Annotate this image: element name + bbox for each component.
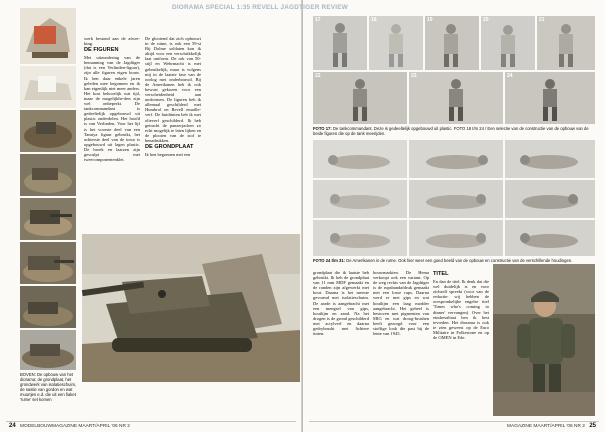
- text-column-1: [84, 36, 140, 232]
- photo-figure-17: [313, 16, 367, 70]
- photo-figure-22: [313, 72, 407, 124]
- caption-top-text: De tankcommandant. Deze is gedeeltelijk opgebouwd uit plastic. FOTO 18 t/m 24 / Een selectie van de constructie van de opbouw van de beide figuren die op de tank meerijden.: [313, 126, 589, 136]
- photo-figure-24: [505, 72, 595, 124]
- page-number-left: 24: [9, 423, 16, 429]
- photo-figure-19: [425, 16, 479, 70]
- photo-number-24: 24: [507, 73, 513, 79]
- photo-figure-lying-5: [409, 180, 503, 218]
- paragraph-figuren: Met uitzondering van de bemanning van de Jagdtiger (dat is een Verlinden-figuur), zijn alle figuren eigen bouw. Ik ben daar enkele jaren geleden mee begonnen en ik kan eigenlijk niet meer anders. Het kost behoorlijk wat tijd, maar de mogelijkhe-den zijn wel onbeperkt. De tankcommandant is gedeeltelijk opgebouwd uit plastic onderdelen. Het hoofd is van Verlinden. Voor het lijf is het voorste deel van een Tamiya figuur gebruikt, het achterste deel van de torso is opgebouwd uit lagen plastic. De broek en laarzen zijn gesculpt met tweecomponentenklei.: [84, 55, 140, 163]
- photo-figure-lying-4: [313, 180, 407, 218]
- footer-magazine-left: MODELBOUWMAGAZINE MAART/APRIL '06 NR 2: [20, 424, 130, 429]
- paragraph-grondplaat: Ik ben begonnen met een: [145, 151, 191, 157]
- section-heading-figuren: DE FIGUREN: [84, 47, 119, 54]
- section-heading-grondplaat: DE GRONDPLAAT: [145, 143, 194, 150]
- photo-figure-18: [369, 16, 423, 70]
- photo-number-17: 17: [315, 17, 321, 23]
- photo-number-21: 21: [539, 17, 545, 23]
- footer-left: [6, 423, 130, 429]
- photo-groundwork-1: [20, 8, 76, 64]
- photo-groundwork-7: [20, 286, 76, 328]
- caption-bottom-text: De Amerikanen in de ruïne. Ook hier weer een goed beeld van de opbouw en constructie van de verschillende houdingen.: [346, 258, 573, 263]
- left-page: [0, 0, 302, 432]
- caption-top-label: FOTO 17:: [313, 126, 332, 131]
- text-column-5: [433, 270, 489, 416]
- paragraph-weg: bouwmarkten. De Hema verkoopt ook een variant. Op de weg rechts van de Jagdtiger is de rupsbandafdruk gemaakt met een losse rups. Daarna werd er met gips en wat houtlijm een laag modder aangebracht. Het geheel is bestoven met pigmenten van MIG en wat droog-brushen heeft gezorgd voor een stoffige look die past bij de lente van 1945.: [373, 270, 429, 337]
- running-header: DIORAMA SPECIAL 1:35 REVELL JAGDTIGER REVIEW: [172, 4, 348, 11]
- caption-bottom-label: FOTO 24 t/m 31:: [313, 258, 346, 263]
- footer-rule-left: [6, 421, 296, 422]
- right-page: [303, 0, 605, 432]
- text-column-2: [145, 36, 201, 232]
- paragraph-uniforms: De glooiend dat zich opbouwt in de ruïne, is ook een 59-st Bij Dolme soldaten kon ik altijd voor een verschrikkelijk laat uniform. De rok van 50-stijl en Wehrmacht is met gebruikelijk, maar is volgens mij in de laatste fase van de oorlog met onderbouwd. Bij de Amerikanen heb ik ook bewust gekozen voor een verscheidenheid aan uniformen. De figuren heb ik allemaal geschilderd met Humbrol en Revell emaille-verf. De huidtinten heb ik met olieverf geschilderd. Ik heb getracht de panzerjacken zo echt mogelijk te laten lijken en de plooien van de stof te benadrukken.: [145, 36, 201, 143]
- photo-figure-23: [409, 72, 503, 124]
- photo-figure-lying-8: [409, 220, 503, 256]
- photo-groundwork-4: [20, 154, 76, 196]
- photo-figure-lying-6: [505, 180, 595, 218]
- photo-number-20: 20: [483, 17, 489, 23]
- photo-figure-lying-9: [505, 220, 595, 256]
- photo-number-22: 22: [315, 73, 321, 79]
- photo-figure-20: [481, 16, 535, 70]
- photo-figure-lying-3: [505, 140, 595, 178]
- footer-magazine-right: MAGAZINE MAART/APRIL '06 NR 2: [507, 424, 585, 429]
- caption-left-text: BOVEN: De opbouw van het diorama; de grondplaat, het grondwerk van isolatieschuim, de sastie van gordon en wat muurtjes e.d. die uit een fiaket 'ruïne' set komen: [20, 372, 77, 402]
- photo-soldier-closeup: [493, 264, 595, 416]
- photo-figure-lying-2: [409, 140, 503, 178]
- photo-groundwork-2: [20, 66, 76, 108]
- text-column-3: [313, 270, 369, 416]
- photo-figure-lying-7: [313, 220, 407, 256]
- paragraph-grondwerk: grondplaat die ik laatste heb gebruikt. Ik heb de grondplaat van 11 mm MDF gemaakt en de randen zijn afgewerkt met hout. Daarna is het meeste gevormd met isolatieschuim. De aarde is aangebracht met een mengsel van gips, houtlijm en zand. Na het drogen is de grond geschilderd met acrylverf en daarna gedrybrusht met lichtere tinten.: [313, 270, 369, 337]
- photo-number-18: 18: [371, 17, 377, 23]
- photo-groundwork-6: [20, 242, 76, 284]
- photo-groundwork-3: [20, 110, 76, 152]
- photo-groundwork-8: [20, 330, 76, 370]
- section-heading-titel: TITEL: [433, 271, 449, 277]
- photo-figure-21: [537, 16, 595, 70]
- photo-number-19: 19: [427, 17, 433, 23]
- footer-rule-right: [309, 421, 599, 422]
- photo-figure-lying-1: [313, 140, 407, 178]
- page-number-right: 25: [589, 423, 596, 429]
- caption-top: [313, 126, 595, 138]
- footer-right: [507, 423, 599, 429]
- photo-number-23: 23: [411, 73, 417, 79]
- caption-left: [20, 372, 78, 412]
- photo-jagdtiger-diorama: [82, 234, 300, 382]
- text-column-4: [373, 270, 429, 416]
- photo-groundwork-5: [20, 198, 76, 240]
- paragraph-intro: werk bestond aan de afwer-king.: [84, 36, 140, 47]
- paragraph-titel: En dan de titel. Ik denk dat die wel duidelijk is en voor zichzelf spreekt (voor van de redactie: wij hebben de oorspronkelijke engelse titel 'Times who's coming to dinner' vervangen). Over het eindresultaat ben ik best tevreden. Het diorama is ook te zien geweest op de Euro Militaire in Folkestone en op de OMEN in Ede.: [433, 279, 489, 341]
